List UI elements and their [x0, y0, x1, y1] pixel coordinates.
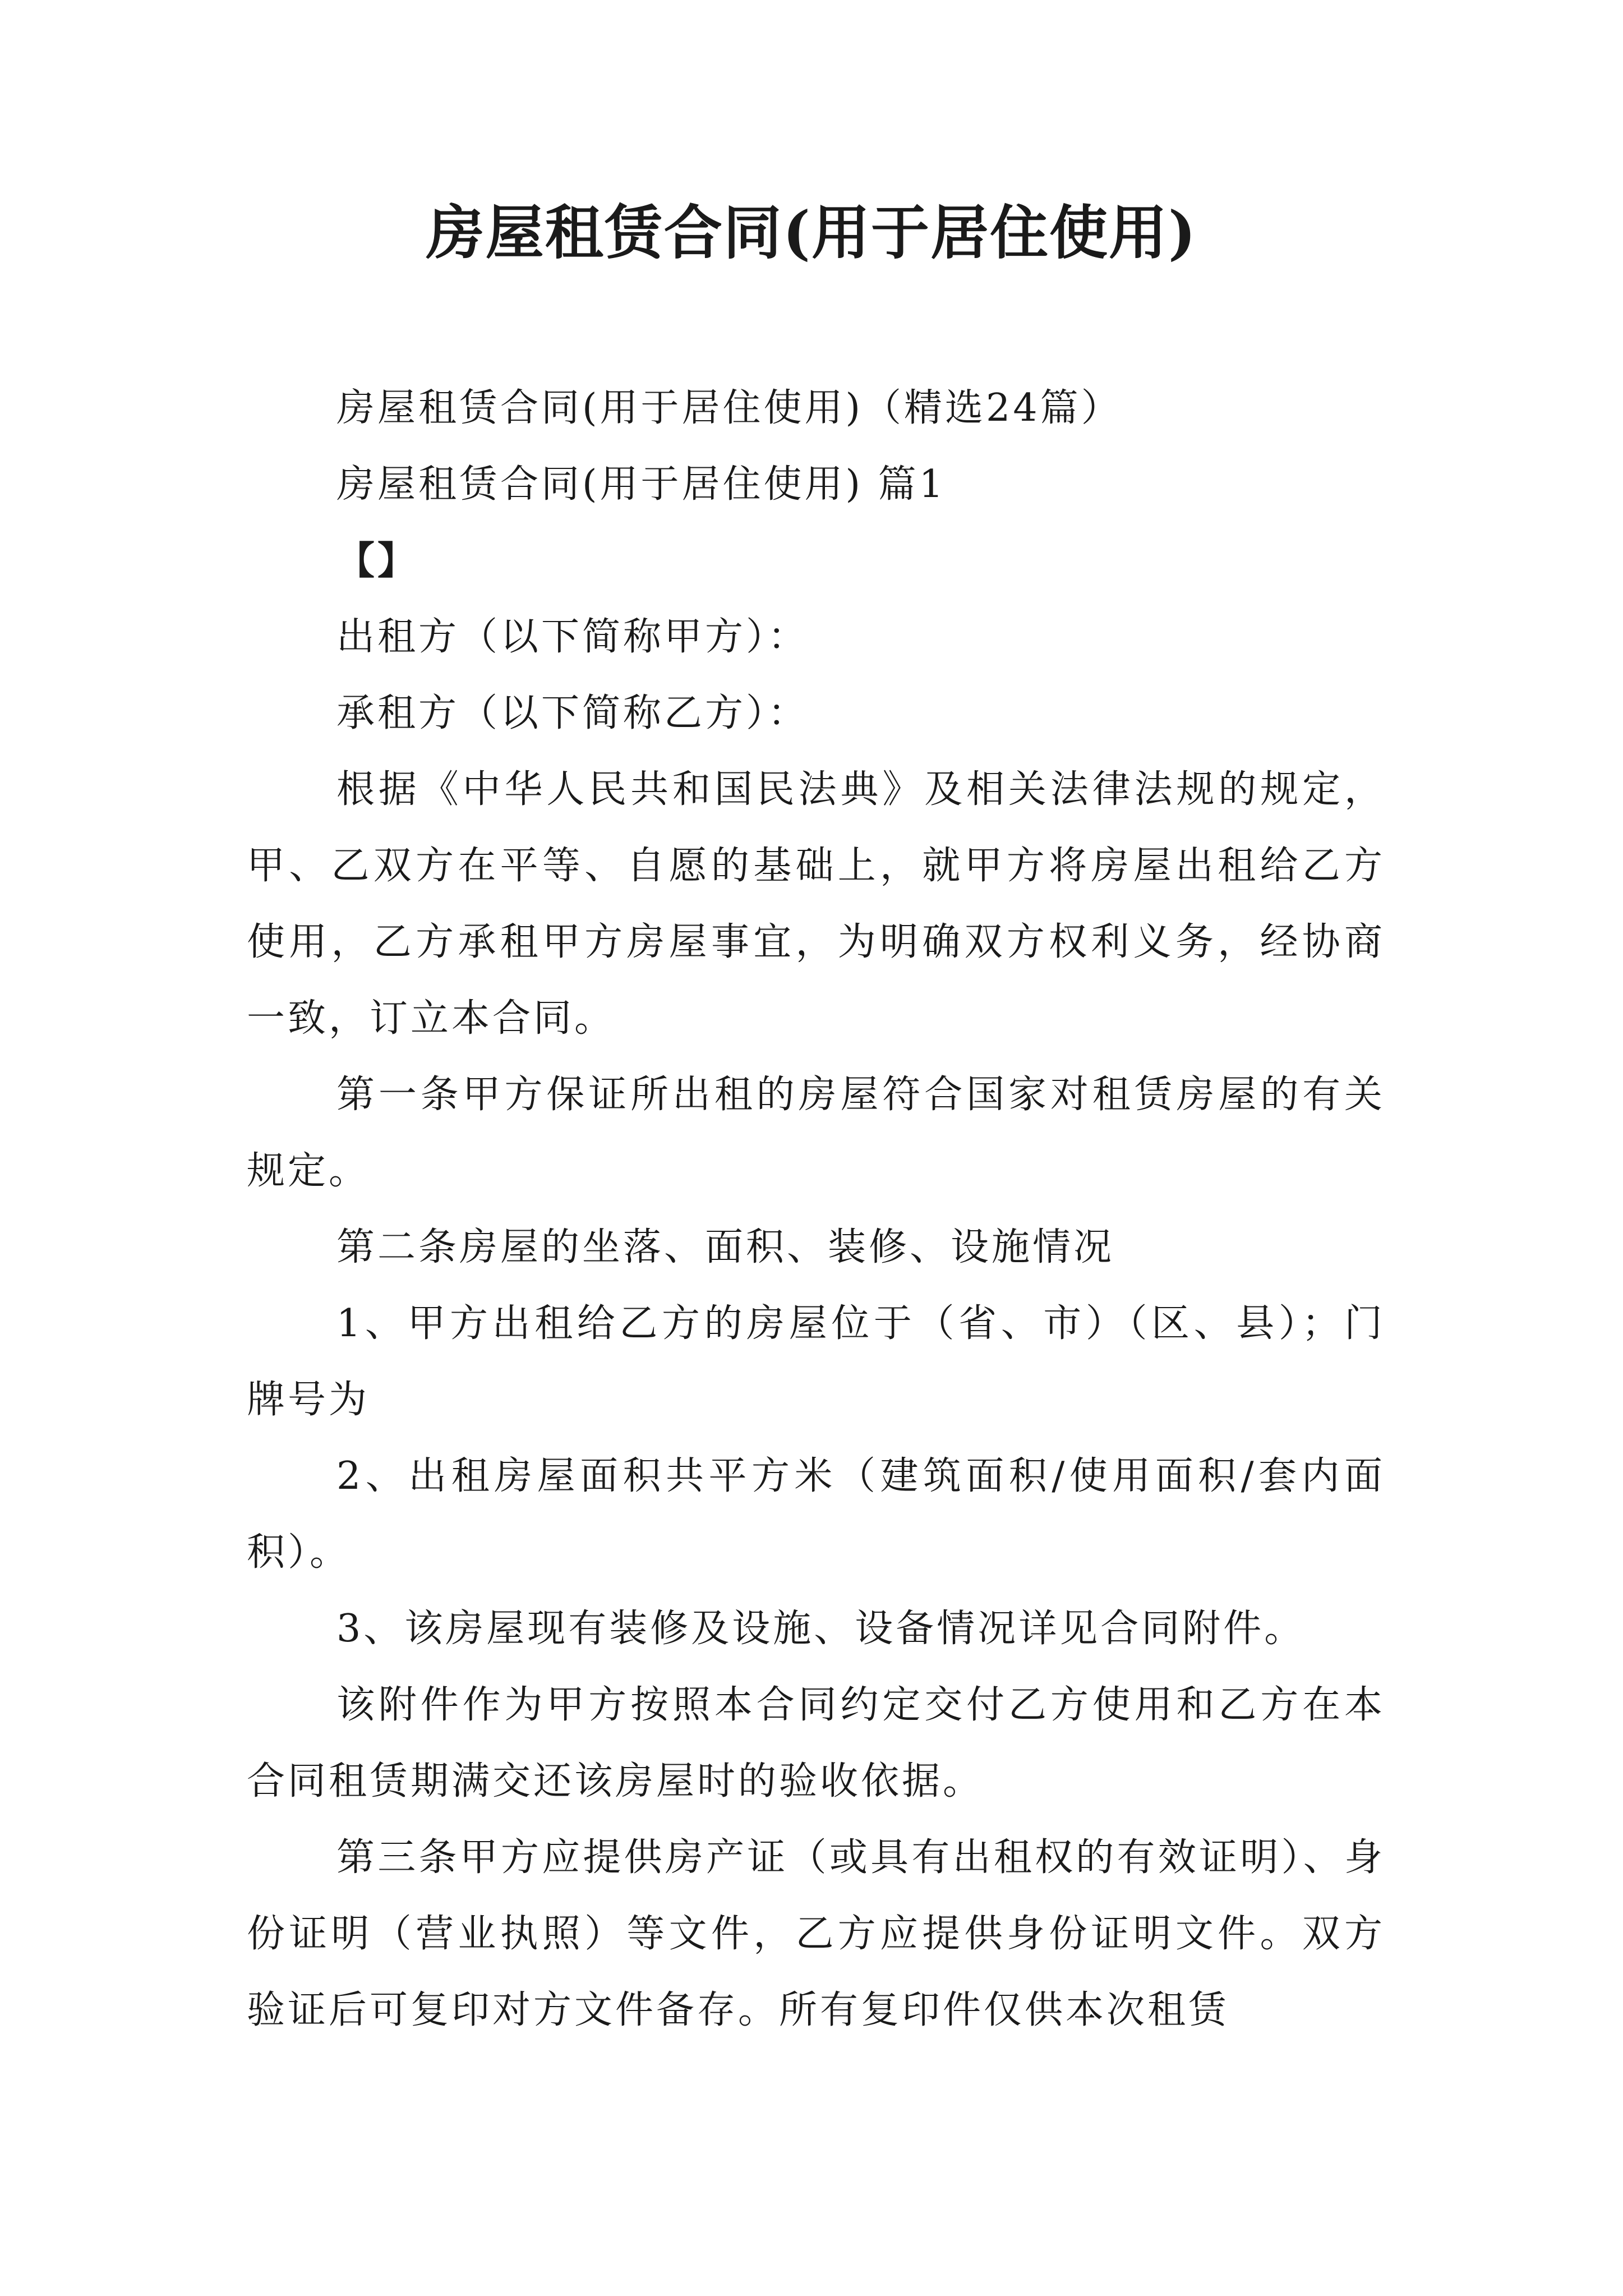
article-1: 第一条甲方保证所出租的房屋符合国家对租赁房屋的有关规定。 [247, 1073, 1385, 1193]
preamble-paragraph: 根据《中华人民共和国民法典》及相关法律法规的规定，甲、乙双方在平等、自愿的基础上，就甲方将房屋出租给乙方使用，乙方承租甲方房屋事宜，为明确双方权利义务，经协商一致，订立本合同。 [247, 767, 1385, 1041]
section-heading: 房屋租赁合同(用于居住使用) 篇1 [336, 462, 946, 507]
blank-brackets: 【】 [336, 539, 419, 583]
article-2-heading: 第二条房屋的坐落、面积、装修、设施情况 [336, 1225, 1115, 1269]
subtitle-selection: 房屋租赁合同(用于居住使用)（精选24篇） [336, 386, 1122, 430]
article-3: 第三条甲方应提供房产证（或具有出租权的有效证明）、身份证明（营业执照）等文件，乙方应提供身份证明文件。双方验证后可复印对方文件备存。所有复印件仅供本次租赁 [247, 1835, 1385, 2032]
document-title: 房屋租赁合同(用于居住使用) [426, 198, 1197, 267]
document-body [247, 370, 1385, 2049]
lessor-line: 出租方（以下简称甲方）： [336, 615, 809, 659]
lessee-line: 承租方（以下简称乙方）： [336, 691, 809, 735]
article-2-item-3: 3、该房屋现有装修及设施、设备情况详见合同附件。 [336, 1607, 1306, 1651]
article-2-item-2: 2、出租房屋面积共平方米（建筑面积/使用面积/套内面积）。 [247, 1454, 1385, 1575]
article-2-item-1: 1、甲方出租给乙方的房屋位于（省、市）（区、县）；门牌号为 [247, 1301, 1385, 1422]
attachment-paragraph: 该附件作为甲方按照本合同约定交付乙方使用和乙方在本合同租赁期满交还该房屋时的验收依据。 [247, 1683, 1385, 1803]
